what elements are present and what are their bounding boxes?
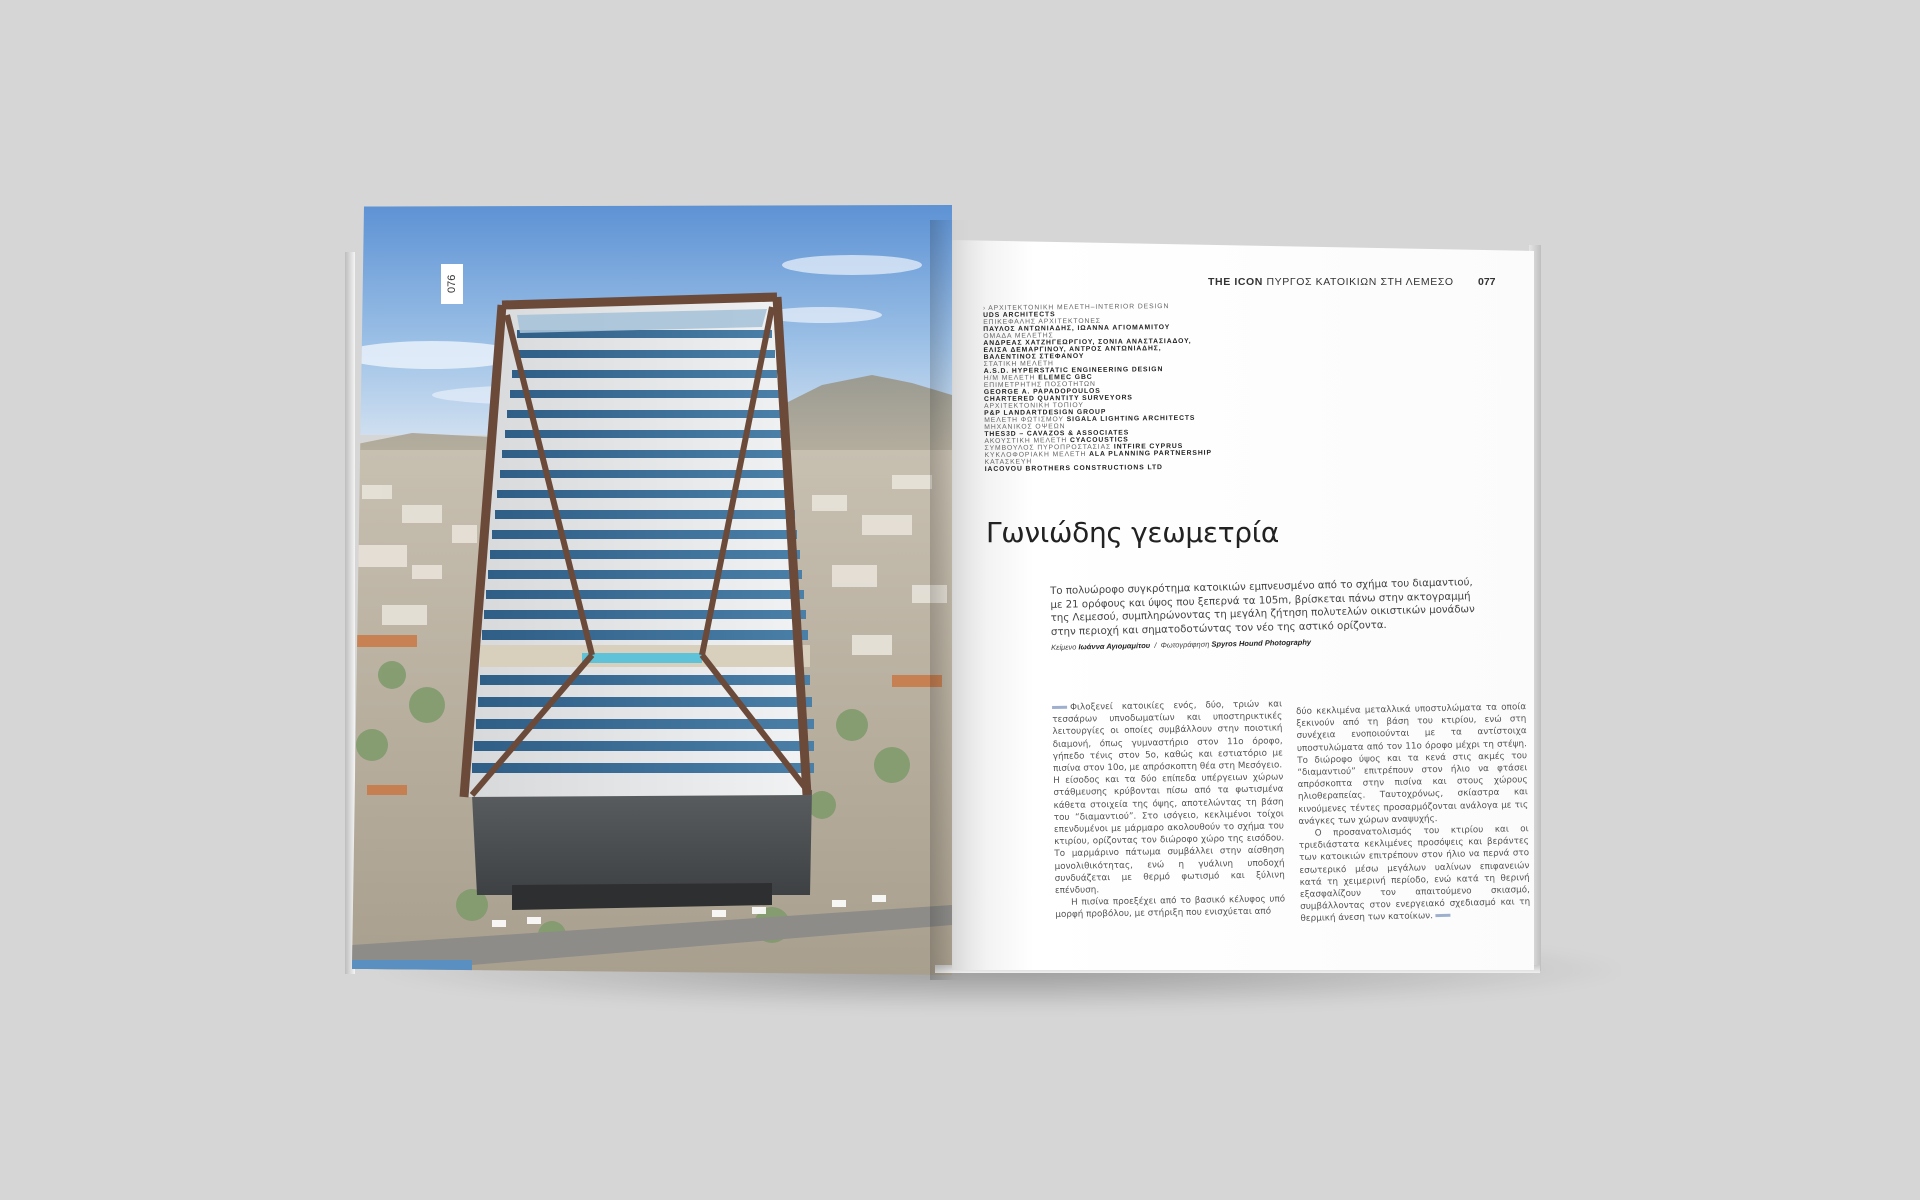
credit-firm: ΑΝΔΡΕΑΣ ΧΑΤΖΗΓΕΩΡΓΙΟΥ, ΣΟΝΙΑ ΑΝΑΣΤΑΣΙΑΔΟΥ, [983, 337, 1192, 347]
credit-firm: ΠΑΥΛΟΣ ΑΝΤΩΝΙΑΔΗΣ, ΙΩΑΝΝΑ ΑΓΙΟΜΑΜΙΤΟΥ [983, 324, 1171, 333]
credit-role: ΣΥΜΒΟΥΛΟΣ ΠΥΡΟΠΡΟΣΤΑΣΙΑΣ [984, 443, 1112, 452]
credit-firm: UDS ARCHITECTS [983, 311, 1056, 319]
running-head-rest: ΠΥΡΓΟΣ ΚΑΤΟΙΚΙΩΝ ΣΤΗ ΛΕΜΕΣΟ [1262, 276, 1454, 288]
credit-firm: ΕΛΙΣΑ ΔΕΜΑΡΓΙΝΟΥ, ΑΝΤΡΟΣ ΑΝΤΩΝΙΑΔΗΣ, [983, 345, 1162, 354]
body-paragraph [1052, 698, 1283, 775]
byline-photo-label: Φωτογράφηση [1160, 639, 1210, 650]
left-page-photo [352, 205, 952, 975]
credit-role: ΕΠΙΚΕΦΑΛΗΣ ΑΡΧΙΤΕΚΤΟΝΕΣ [983, 317, 1101, 326]
lead-paragraph: Το πολυώροφο συγκρότημα κατοικιών εμπνευσμένο από το σχήμα του διαμαντιού, με 21 ορόφους και ύψος που ξεπερνά τα 105m, βρίσκεται πάνω στην ακτογραμμή της Λεμεσού, συμπληρώνοντας τη μεγάλη ζήτηση πολυτελών οικιστικών μονάδων στην περιοχή και σηματοδοτώντας τον νέο της αστικό ορίζοντα. [1050, 577, 1475, 638]
credit-role: ΣΤΑΤΙΚΗ ΜΕΛΕΤΗ [983, 360, 1054, 368]
end-mark [1436, 914, 1451, 917]
credits-list [983, 302, 1245, 473]
credit-role: ΚΥΚΛΟΦΟΡΙΑΚΗ ΜΕΛΕΤΗ [984, 450, 1087, 459]
running-head-bold: THE ICON [1208, 276, 1263, 288]
body-text: Φιλοξενεί κατοικίες ενός, δύο, τριών και τεσσάρων υπνοδωματίων και υποστηρικτικές λειτουργίες οι οποίες συμβάλλουν στην ποιοτική διαμονή, όπως γυμναστήριο στον 11ο όροφο, γήπεδο τένις στον 5ο, καθώς και εστιατόριο με πισίνα στον 10ο, με απρόσκοπτη θέα στη Μεσόγειο. [1052, 699, 1283, 775]
credit-firm: ΒΑΛΕΝΤΙΝΟΣ ΣΤΕΦΑΝΟΥ [983, 352, 1085, 361]
left-page-number: 076 [441, 264, 463, 304]
right-page-number: 077 [1478, 276, 1496, 288]
credit-role: ΕΠΙΜΕΤΡΗΤΗΣ ΠΟΣΟΤΗΤΩΝ [983, 380, 1096, 389]
credit-firm: INTFIRE CYPRUS [1111, 442, 1184, 451]
body-paragraph [1299, 823, 1531, 925]
body-paragraph: δύο κεκλιμένα μεταλλικά υποστυλώματα τα οποία ξεκινούν από τη βάση του κτιρίου, ενώ στη συνέχεια ενοποιούνται με τα αντίστοιχα υποστυλώματα από τον 11ο όροφο μέχρι τη στέψη. Το διώροφο ύψος και τα κενά στις ακμές του “διαμαντιού” επιτρέπουν στον ήλιο να φτάσει απρόσκοπτα στην πισίνα και στους χώρους ηλιοθεραπείας. Ταυτοχρόνως, σκίαστρα και κινούμενες τέντες προσαρμόζονται ανάλογα με τις ανάγκες των χώρων αναψυχής. [1296, 702, 1529, 827]
running-head [1208, 276, 1454, 288]
credit-firm: IACOVOU BROTHERS CONSTRUCTIONS LTD [984, 464, 1163, 473]
credit-firm: P&P LANDARTDESIGN GROUP [984, 408, 1107, 417]
credit-firm: GEORGE A. PAPADOPOULOS [983, 387, 1101, 396]
credit-role: ΑΚΟΥΣΤΙΚΗ ΜΕΛΕΤΗ [984, 437, 1068, 445]
credit-firm: ELEMEC GBC [1035, 373, 1093, 382]
credit-role: Η/Μ ΜΕΛΕΤΗ [983, 374, 1036, 382]
credit-role: ΑΡΧΙΤΕΚΤΟΝΙΚΗ ΜΕΛΕΤΗ–INTERIOR DESIGN [988, 303, 1170, 312]
byline-text-label: Κείμενο [1051, 642, 1077, 652]
credit-role: ΟΜΑΔΑ ΜΕΛΕΤΗΣ [983, 332, 1054, 340]
credit-firm: CYACOUSTICS [1067, 436, 1129, 445]
body-column-2 [1296, 701, 1531, 925]
chevron-right-icon: › [983, 304, 987, 312]
spine-shadow [930, 220, 970, 980]
body-paragraph: Η είσοδος και τα δύο επίπεδα υπέργειων χώρων στάθμευσης κρύβονται πίσω από τα φωτισμένα κάθετα στοιχεία της όψης, αποτελώντας τη βάση του “διαμαντιού”. Στο ισόγειο, κεκλιμένοι τοίχοι επενδυμένοι με μάρμαρο ακολουθούν το σχήμα του κτιρίου, ορίζοντας τον διώροφο χώρο της εισόδου. Το μαρμάρινο πάτωμα συμβάλλει στην αίσθηση μονολιθικότητας, ενώ η γυάλινη υποδοχή συνδυάζεται με θερμό φωτισμό και ξύλινη επένδυση. [1053, 772, 1285, 897]
credit-role: ΚΑΤΑΣΚΕΥΗ [984, 458, 1033, 466]
body-paragraph: Η πισίνα προεξέχει από το βασικό κέλυφος υπό μορφή προβόλου, με στήριξη που ενισχύεται από [1055, 894, 1286, 921]
credit-firm: A.S.D. HYPERSTATIC ENGINEERING DESIGN [983, 366, 1164, 375]
byline-photo-author: Spyros Hound Photography [1211, 637, 1312, 649]
credit-role: ΜΗΧΑΝΙΚΟΣ ΟΨΕΩΝ [984, 423, 1066, 431]
credit-role: ΜΕΛΕΤΗ ΦΩΤΙΣΜΟΥ [984, 416, 1064, 424]
byline-text-author: Ιωάννα Αγιομαμίτου [1078, 640, 1151, 652]
article-title: Γωνιώδης γεωμετρία [986, 516, 1280, 549]
credit-role: ΑΡΧΙΤΕΚΤΟΝΙΚΗ ΤΟΠΙΟΥ [984, 401, 1084, 410]
body-text: Ο προσανατολισμός του κτιρίου και οι τριεδιάστατα κεκλιμένες προσόψεις και βεράντες των κατοικιών επιτρέπουν στον ήλιο να περνά στο εσωτερικό μέσω μεγάλων υαλίνων επιφανειών κατά τη χειμερινή περίοδο, ενώ κατά τη θερινή εξασφαλίζουν τον απαιτούμενο σκιασμό, συμβάλλοντας στον ενεργειακό σχεδιασμό και τη θερμική άνεση των κατοίκων. [1298, 824, 1531, 925]
left-page-edge [345, 252, 355, 974]
tower-photo [352, 205, 952, 975]
credit-firm: CHARTERED QUANTITY SURVEYORS [983, 394, 1133, 403]
start-mark [1052, 706, 1067, 709]
credit-firm: THES3D – CAVAZOS & ASSOCIATES [984, 429, 1130, 438]
credit-firm: SIGALA LIGHTING ARCHITECTS [1063, 414, 1196, 424]
credit-firm: ALA PLANNING PARTNERSHIP [1086, 449, 1212, 458]
body-column-1 [1052, 698, 1285, 921]
byline-separator: / [1154, 640, 1157, 650]
